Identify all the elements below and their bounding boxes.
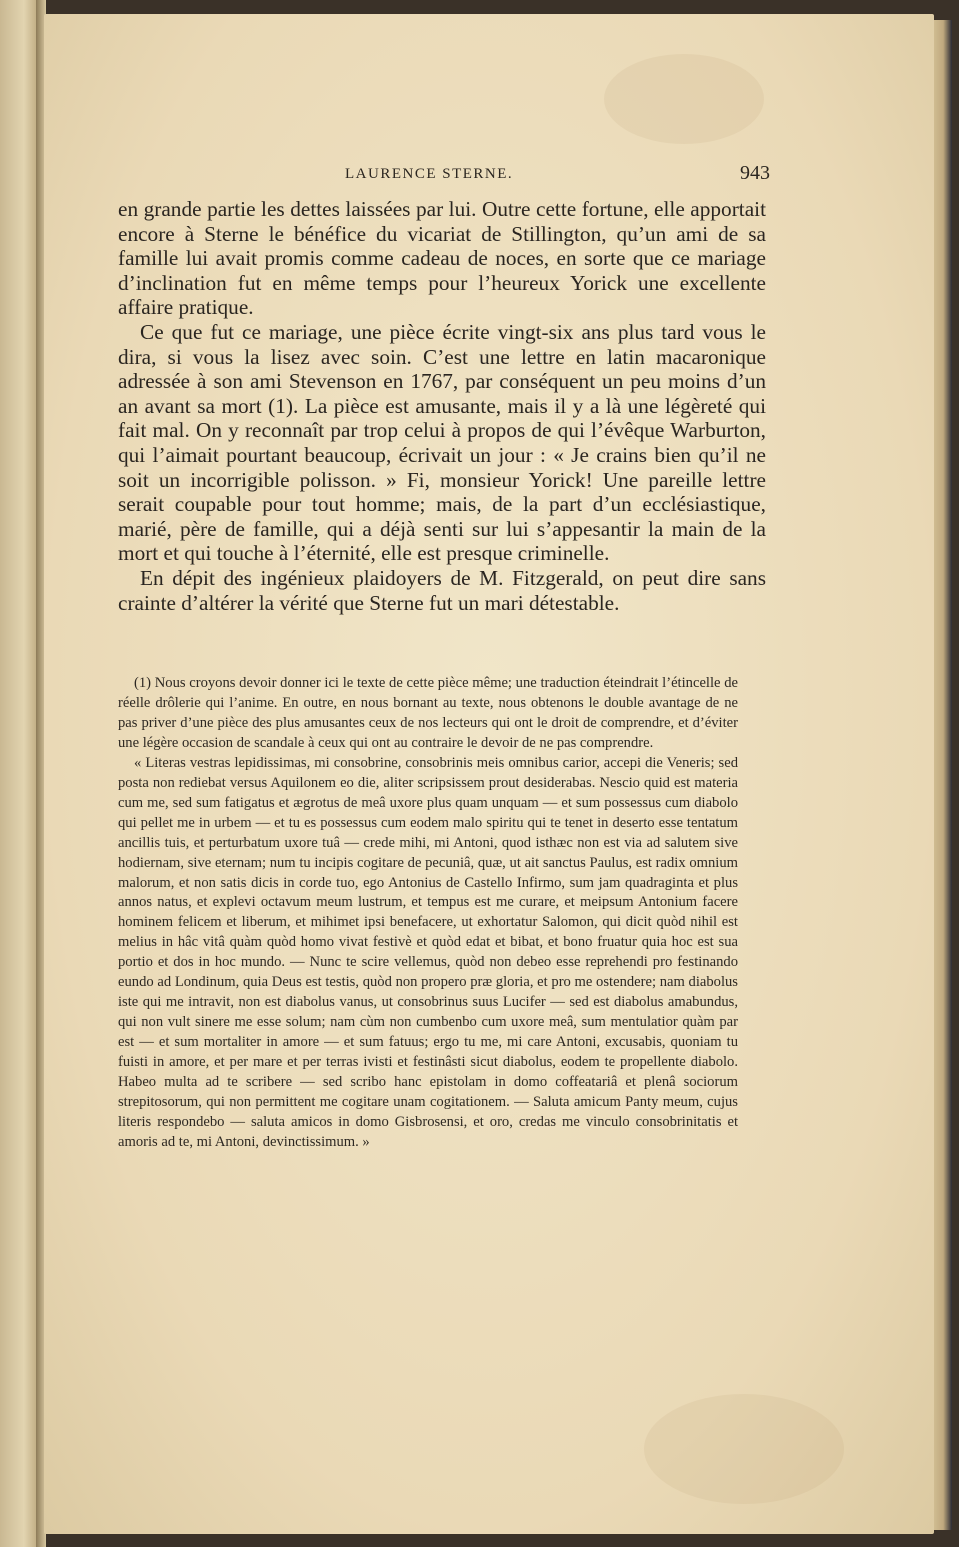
footnote-latin-letter: « Literas vestras lepidissimas, mi consobrine, consobrinis meis omnibus carior, accepi die Veneris; sed posta non rediebat versus Aquilonem eo die, aliter scripsissem prout desiderabas. Nescio quid est materia cum me, sed sum fatigatus et ægrotus de meâ uxore plus quam unquam — et sum possessus cum diabolo qui pellet me in urbem — et tu es possessus cum eodem malo spiritu qui te tenet in deserto esse tentatum ancillis tuis, et perturbatum uxore tuâ — crede mihi, mi Antoni, quod isthæc non est via ad salutem sive hodiernam, sive eternam; num tu incipis cogitare de pecuniâ, quæ, ut ait sanctus Paulus, est radix omnium malorum, et non satis dicis in corde tuo, ego Antonius de Castello Infirmo, sum jam quadraginta et plus annos natus, et explevi octavum meum lustrum, et tempus est me curare, et meipsum Antonium facere hominem felicem et liberum, et mihimet ipsi benefacere, ut exhortatur Salomon, qui dicit quòd nihil est melius in hâc vitâ quàm quòd homo vivat festivè et quòd edat et bibat, et bono fruatur quia hoc est sua portio et dos in hoc mundo. — Nunc te scire vellemus, quòd non debeo esse reprehendi pro festinando eundo ad Londinum, quia Deus est testis, quòd non propero præ gloria, et pro me ostendere; nam diabolus iste qui me intravit, non est diabolus vanus, ut consobrinus suus Lucifer — sed est diabolus amabundus, qui non vult sinere me esse solum; nam cùm non cumbenbo cum uxore meâ, sum mentulatior quàm par est — et sum mortaliter in amore — et sum fatuus; ergo tu me, mi care Antoni, excusabis, quoniam tu fuisti in amore, et per mare et per terras ivisti et festinâsti sicut diabolus, eodem te propellente diabolo. Habeo multa ad te scribere — sed scribo hanc epistolam in domo coffeatariâ et plenâ sociorum strepitosorum, qui non permittent me cogitare unam cogitationem. — Saluta amicum Panty meum, cujus literis respondebo — saluta amicos in domo Gisbrosensi, et oro, credas me vinculo consobrinitatis et amoris ad te, mi Antoni, devinctissimum. »: [118, 754, 738, 1150]
paragraph: en grande partie les dettes laissées par lui. Outre cette fortune, elle apportait encore à Sterne le bénéfice du vicariat de Stillington, qu’un ami de sa famille lui avait promis comme cadeau de noces, en sorte que ce mariage d’inclination fut en même temps pour l’heureux Yorick une excellente affaire pratique.: [118, 197, 766, 320]
paragraph: Ce que fut ce mariage, une pièce écrite vingt-six ans plus tard vous le dira, si vous la lisez avec soin. C’est une lettre en latin macaronique adressée à son ami Stevenson en 1767, par conséquent un peu moins d’un an avant sa mort (1). La pièce est amusante, mais il y a là une légèreté qui fait mal. On y reconnaît par trop celui à propos de qui l’évêque Warburton, qui l’aimait pourtant beaucoup, écrivait un jour : « Je crains bien qu’il ne soit un incorrigible polisson. » Fi, monsieur Yorick! Une pareille lettre serait coupable pour tout homme; mais, de la part d’un ecclésiastique, marié, père de famille, qui a déjà senti sur lui s’appesantir la main de la mort et qui touche à l’éternité, elle est presque criminelle.: [118, 319, 766, 566]
running-title: LAURENCE STERNE.: [345, 166, 514, 182]
footnote-intro: (1) Nous croyons devoir donner ici le texte de cette pièce même; une traduction éteindrait l’étincelle de réelle drôlerie qui l’anime. En outre, en nous bornant au texte, nous obtenons le double avantage de ne pas priver d’une pièce des plus amusantes ceux de nos lecteurs qui ont le droit de comprendre, et d’éviter une légère occasion de scandale à ceux qui ont au contraire le devoir de ne pas comprendre.: [118, 675, 738, 751]
main-text: [118, 197, 766, 615]
paper-stain: [604, 54, 764, 144]
paragraph: En dépit des ingénieux plaidoyers de M. Fitzgerald, on peut dire sans crainte d’altérer la vérité que Sterne fut un mari détestable.: [118, 565, 766, 615]
facing-page-edge: [0, 0, 40, 1547]
paper-stain: [644, 1394, 844, 1504]
running-header: [120, 160, 770, 190]
footnotes: [118, 674, 738, 1153]
page-number: 943: [740, 162, 770, 184]
